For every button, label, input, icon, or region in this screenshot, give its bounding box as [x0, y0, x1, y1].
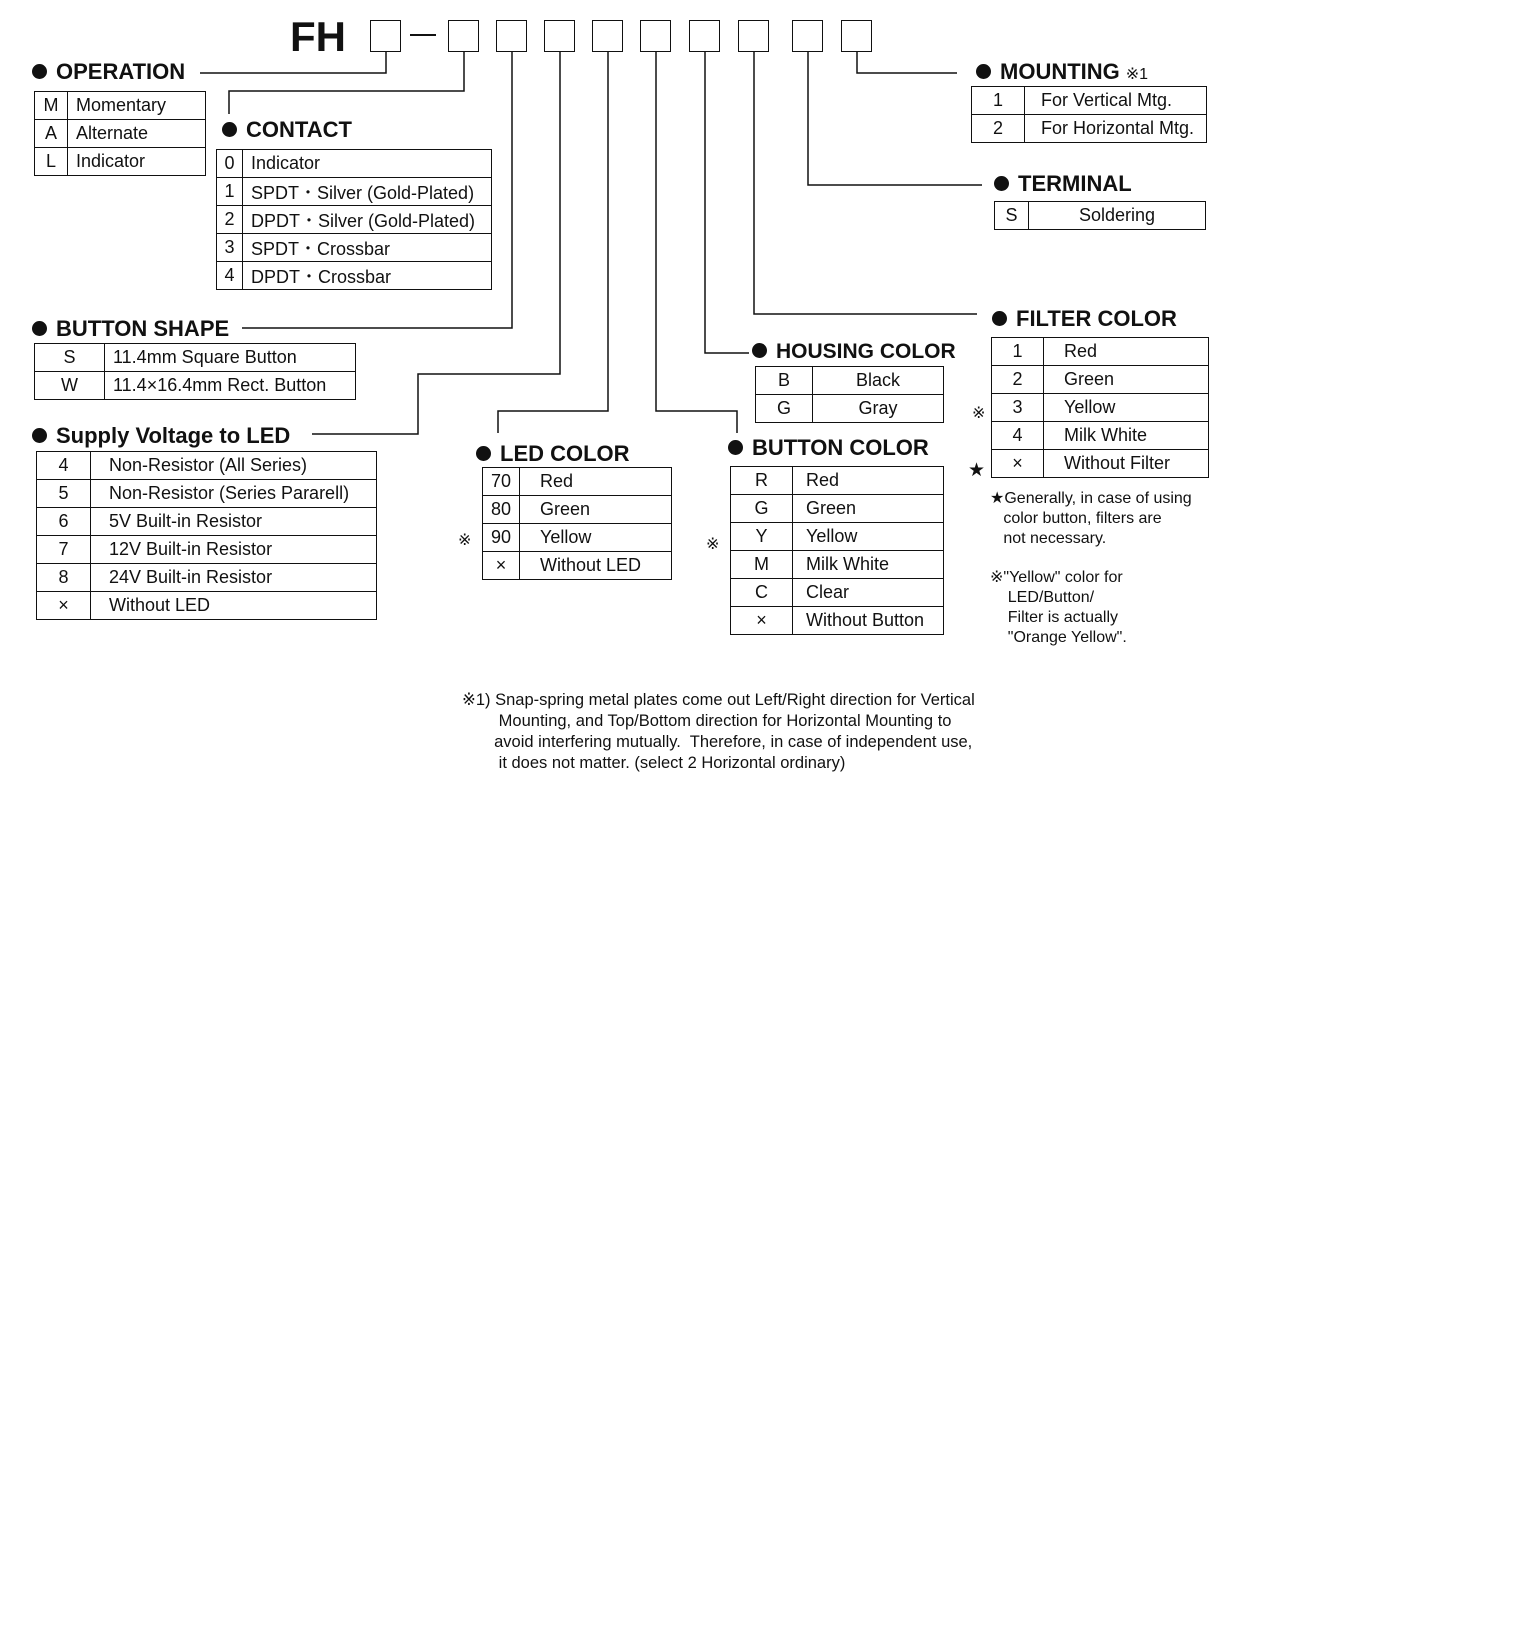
button-color-table: [730, 466, 944, 635]
pn-dash: [410, 34, 436, 36]
pn-box-led-color: [592, 20, 623, 52]
table-row: G Gray: [756, 395, 944, 423]
table-row: W 11.4×16.4mm Rect. Button: [35, 372, 356, 400]
table-row: S 11.4mm Square Button: [35, 344, 356, 372]
table-row: × Without Button: [731, 607, 944, 635]
led-color-title: LED COLOR: [476, 441, 630, 467]
bullet-icon: [976, 64, 991, 79]
table-row: 70 Red: [483, 468, 672, 496]
button-shape-table: [34, 343, 356, 400]
table-row: × Without Filter: [992, 450, 1209, 478]
table-row: 2 DPDT・Silver (Gold-Plated): [217, 206, 492, 234]
led-color-table: [482, 467, 672, 580]
pn-box-mounting: [841, 20, 872, 52]
table-row: 4 Milk White: [992, 422, 1209, 450]
wire-filter-color: [754, 52, 977, 314]
pn-box-contact: [448, 20, 479, 52]
table-row: C Clear: [731, 579, 944, 607]
wire-button-color: [656, 52, 737, 433]
bullet-icon: [728, 440, 743, 455]
bullet-icon: [32, 64, 47, 79]
star-note: ★Generally, in case of using color button, filters are not necessary.: [990, 490, 1192, 547]
table-row: 4 Non-Resistor (All Series): [37, 452, 377, 480]
table-row: 7 12V Built-in Resistor: [37, 536, 377, 564]
table-row: G Green: [731, 495, 944, 523]
table-row: 1 For Vertical Mtg.: [972, 87, 1207, 115]
wire-terminal: [808, 52, 982, 185]
filter-color-title: FILTER COLOR: [992, 306, 1177, 332]
contact-title: CONTACT: [222, 117, 352, 143]
bullet-icon: [752, 343, 767, 358]
bullet-icon: [476, 446, 491, 461]
operation-title: OPERATION: [32, 59, 185, 85]
wire-contact: [229, 52, 464, 114]
table-row: A Alternate: [35, 120, 206, 148]
pn-box-button-shape: [496, 20, 527, 52]
button-color-title: BUTTON COLOR: [728, 435, 929, 461]
supply-voltage-title: Supply Voltage to LED: [32, 423, 290, 449]
wire-housing-color: [705, 52, 749, 353]
bullet-icon: [222, 122, 237, 137]
table-row: R Red: [731, 467, 944, 495]
table-row: B Black: [756, 367, 944, 395]
housing-color-table: [755, 366, 944, 423]
terminal-title: TERMINAL: [994, 171, 1132, 197]
mounting-table: [971, 86, 1207, 143]
table-row: 6 5V Built-in Resistor: [37, 508, 377, 536]
table-row: 4 DPDT・Crossbar: [217, 262, 492, 290]
housing-color-title: HOUSING COLOR: [752, 340, 956, 364]
contact-table: [216, 149, 492, 290]
table-row: 2 Green: [992, 366, 1209, 394]
pn-box-button-color: [640, 20, 671, 52]
table-row: 1 SPDT・Silver (Gold-Plated): [217, 178, 492, 206]
button-shape-title: BUTTON SHAPE: [32, 316, 229, 342]
table-row: × Without LED: [483, 552, 672, 580]
table-row: 90 Yellow: [483, 524, 672, 552]
filter-note-mark: ※: [972, 405, 986, 422]
pn-box-terminal: [792, 20, 823, 52]
bullet-icon: [994, 176, 1009, 191]
mounting-note-mark: ※1: [1125, 66, 1149, 83]
bullet-icon: [992, 311, 1007, 326]
bullet-icon: [32, 428, 47, 443]
terminal-table: [994, 201, 1206, 230]
bullet-icon: [32, 321, 47, 336]
table-row: 2 For Horizontal Mtg.: [972, 115, 1207, 143]
button-note-mark: ※: [706, 536, 720, 553]
table-row: S Soldering: [995, 202, 1206, 230]
table-row: 1 Red: [992, 338, 1209, 366]
table-row: × Without LED: [37, 592, 377, 620]
footnote: ※1) Snap-spring metal plates come out Left/Right direction for Vertical Mounting, and Top/Bottom direction for Horizontal Mounting to avoid interfering mutually. Therefore, in case of independent use, it does not matter. (select 2 Horizontal ordinary): [462, 691, 975, 772]
mounting-title: MOUNTING ※1: [976, 59, 1148, 85]
filter-star-mark: ★: [968, 460, 986, 481]
pn-box-housing-color: [689, 20, 720, 52]
table-row: M Momentary: [35, 92, 206, 120]
table-row: Y Yellow: [731, 523, 944, 551]
table-row: 0 Indicator: [217, 150, 492, 178]
table-row: L Indicator: [35, 148, 206, 176]
part-number-prefix: FH: [290, 13, 346, 60]
filter-color-table: [991, 337, 1209, 478]
pn-box-operation: [370, 20, 401, 52]
table-row: 3 SPDT・Crossbar: [217, 234, 492, 262]
pn-box-filter-color: [738, 20, 769, 52]
table-row: M Milk White: [731, 551, 944, 579]
wire-led-color: [498, 52, 608, 433]
wire-mounting: [857, 52, 957, 73]
led-note-mark: ※: [458, 532, 472, 549]
pn-box-supply-voltage: [544, 20, 575, 52]
table-row: 5 Non-Resistor (Series Pararell): [37, 480, 377, 508]
yellow-note: ※"Yellow" color for LED/Button/ Filter is actually "Orange Yellow".: [990, 569, 1127, 646]
supply-voltage-table: [36, 451, 377, 620]
table-row: 80 Green: [483, 496, 672, 524]
operation-table: [34, 91, 206, 176]
table-row: 3 Yellow: [992, 394, 1209, 422]
table-row: 8 24V Built-in Resistor: [37, 564, 377, 592]
